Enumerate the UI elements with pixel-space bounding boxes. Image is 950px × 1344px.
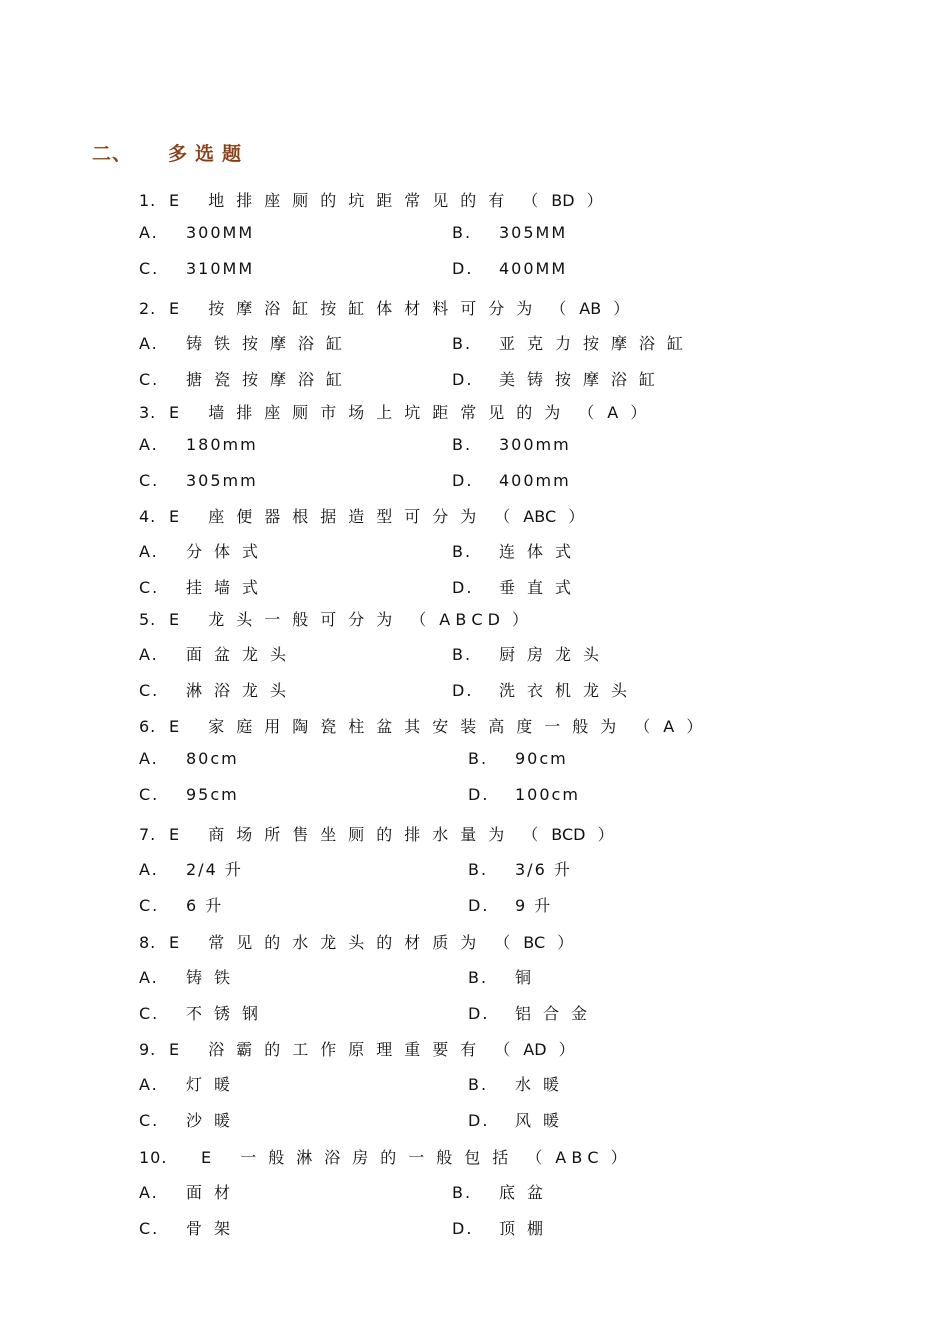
option-letter: B. bbox=[468, 860, 489, 879]
answer-paren: （ BD ） bbox=[522, 191, 604, 210]
option-b bbox=[452, 1180, 555, 1203]
option-letter: C. bbox=[139, 259, 160, 278]
option-d bbox=[468, 1001, 599, 1024]
option-c bbox=[139, 1216, 242, 1239]
option-a bbox=[139, 331, 354, 354]
option-text: 铝合金 bbox=[515, 1004, 600, 1023]
question-text: E 地排座厕的坑距常见的有 bbox=[169, 191, 517, 210]
answer-paren: （ AD ） bbox=[494, 1040, 576, 1059]
question-number: 8. bbox=[139, 933, 157, 952]
option-text: 亚克力按摩浴缸 bbox=[499, 334, 696, 353]
question-text: E 家庭用陶瓷柱盆其安装高度一般为 bbox=[169, 717, 629, 736]
option-a bbox=[139, 1180, 242, 1203]
option-letter: C. bbox=[139, 785, 160, 804]
answer-key: A B C D bbox=[439, 610, 500, 629]
question-number: 10. bbox=[139, 1148, 168, 1167]
option-b bbox=[452, 435, 571, 454]
option-d bbox=[452, 367, 667, 390]
option-d bbox=[452, 259, 567, 278]
question-7 bbox=[139, 822, 615, 845]
answer-paren: （ BC ） bbox=[494, 933, 575, 952]
option-text: 9 升 bbox=[515, 896, 553, 915]
question-3 bbox=[139, 400, 647, 423]
question-number: 6. bbox=[139, 717, 157, 736]
option-letter: C. bbox=[139, 578, 160, 597]
option-letter: C. bbox=[139, 896, 160, 915]
option-text: 垂直式 bbox=[499, 578, 584, 597]
option-letter: A. bbox=[139, 645, 159, 664]
option-text: 95cm bbox=[186, 785, 239, 804]
option-text: 300mm bbox=[499, 435, 571, 454]
option-letter: A. bbox=[139, 1183, 159, 1202]
answer-paren: （ A B C D ） bbox=[410, 610, 530, 629]
question-text: E 浴霸的工作原理重要有 bbox=[169, 1040, 489, 1059]
option-text: 2/4 升 bbox=[186, 860, 243, 879]
question-text: E 常见的水龙头的材质为 bbox=[169, 933, 489, 952]
option-a bbox=[139, 857, 243, 880]
option-text: 300MM bbox=[186, 223, 255, 242]
question-text: E 墙排座厕市场上坑距常见的为 bbox=[169, 403, 573, 422]
option-letter: A. bbox=[139, 860, 159, 879]
answer-key: ABC bbox=[523, 507, 557, 526]
option-text: 洗衣机龙头 bbox=[499, 681, 640, 700]
option-letter: B. bbox=[452, 334, 473, 353]
option-letter: D. bbox=[452, 259, 474, 278]
section-title: 多选题 bbox=[168, 143, 250, 165]
option-text: 铸铁 bbox=[186, 968, 243, 987]
option-text: 搪瓷按摩浴缸 bbox=[186, 370, 355, 389]
option-c bbox=[139, 575, 270, 598]
option-c bbox=[139, 1108, 242, 1131]
option-letter: C. bbox=[139, 471, 160, 490]
question-text: E 龙头一般可分为 bbox=[169, 610, 405, 629]
option-text: 90cm bbox=[515, 749, 568, 768]
question-number: 2. bbox=[139, 299, 157, 318]
question-text: E 一般淋浴房的一般包括 bbox=[201, 1148, 521, 1167]
answer-key: AB bbox=[579, 299, 602, 318]
question-number: 9. bbox=[139, 1040, 157, 1059]
option-a bbox=[139, 965, 242, 988]
option-letter: A. bbox=[139, 435, 159, 454]
option-text: 80cm bbox=[186, 749, 239, 768]
option-text: 400MM bbox=[499, 259, 568, 278]
option-text: 骨架 bbox=[186, 1219, 243, 1238]
question-text: E 按摩浴缸按缸体材料可分为 bbox=[169, 299, 545, 318]
answer-paren: （ A ） bbox=[634, 717, 704, 736]
option-text: 底盆 bbox=[499, 1183, 556, 1202]
option-letter: D. bbox=[452, 471, 474, 490]
option-text: 不锈钢 bbox=[186, 1004, 271, 1023]
answer-key: A bbox=[663, 717, 675, 736]
section-heading bbox=[92, 139, 249, 166]
option-text: 180mm bbox=[186, 435, 258, 454]
question-10 bbox=[139, 1145, 628, 1168]
option-letter: C. bbox=[139, 370, 160, 389]
option-text: 淋浴龙头 bbox=[186, 681, 299, 700]
section-number: 二、 bbox=[92, 143, 133, 165]
question-text: E 商场所售坐厕的排水量为 bbox=[169, 825, 517, 844]
option-letter: D. bbox=[452, 370, 474, 389]
option-b bbox=[468, 965, 543, 988]
option-text: 100cm bbox=[515, 785, 580, 804]
option-letter: B. bbox=[468, 968, 489, 987]
option-d bbox=[452, 1216, 555, 1239]
option-b bbox=[452, 642, 611, 665]
option-letter: D. bbox=[452, 681, 474, 700]
option-c bbox=[139, 367, 354, 390]
answer-key: BC bbox=[523, 933, 546, 952]
question-number: 1. bbox=[139, 191, 157, 210]
option-d bbox=[468, 785, 580, 804]
answer-paren: （ A ） bbox=[578, 403, 648, 422]
option-a bbox=[139, 1072, 242, 1095]
option-text: 厨房龙头 bbox=[499, 645, 612, 664]
option-b bbox=[452, 539, 583, 562]
option-b bbox=[468, 1072, 571, 1095]
option-text: 面材 bbox=[186, 1183, 243, 1202]
option-c bbox=[139, 893, 223, 916]
option-text: 风暖 bbox=[515, 1111, 572, 1130]
option-letter: D. bbox=[468, 1004, 490, 1023]
option-d bbox=[452, 575, 583, 598]
option-c bbox=[139, 678, 298, 701]
option-d bbox=[452, 471, 571, 490]
option-letter: C. bbox=[139, 1004, 160, 1023]
answer-key: BCD bbox=[551, 825, 586, 844]
answer-paren: （ BCD ） bbox=[522, 825, 615, 844]
option-b bbox=[468, 749, 568, 768]
option-text: 美铸按摩浴缸 bbox=[499, 370, 668, 389]
question-1 bbox=[139, 188, 604, 211]
question-4 bbox=[139, 504, 585, 527]
option-text: 挂墙式 bbox=[186, 578, 271, 597]
option-text: 310MM bbox=[186, 259, 255, 278]
option-letter: B. bbox=[468, 749, 489, 768]
option-b bbox=[452, 331, 695, 354]
question-number: 7. bbox=[139, 825, 157, 844]
option-d bbox=[468, 1108, 571, 1131]
option-letter: C. bbox=[139, 1219, 160, 1238]
answer-key: BD bbox=[551, 191, 575, 210]
option-text: 3/6 升 bbox=[515, 860, 572, 879]
option-letter: C. bbox=[139, 681, 160, 700]
question-6 bbox=[139, 714, 703, 737]
option-d bbox=[468, 893, 552, 916]
question-number: 3. bbox=[139, 403, 157, 422]
option-letter: A. bbox=[139, 542, 159, 561]
option-a bbox=[139, 642, 298, 665]
option-text: 灯暖 bbox=[186, 1075, 243, 1094]
option-letter: C. bbox=[139, 1111, 160, 1130]
answer-key: A bbox=[607, 403, 619, 422]
option-c bbox=[139, 785, 239, 804]
question-5 bbox=[139, 607, 529, 630]
option-letter: D. bbox=[468, 785, 490, 804]
option-text: 沙暖 bbox=[186, 1111, 243, 1130]
option-letter: D. bbox=[452, 578, 474, 597]
option-letter: A. bbox=[139, 968, 159, 987]
option-letter: D. bbox=[468, 1111, 490, 1130]
option-letter: A. bbox=[139, 334, 159, 353]
option-text: 面盆龙头 bbox=[186, 645, 299, 664]
option-a bbox=[139, 749, 239, 768]
answer-key: AD bbox=[523, 1040, 547, 1059]
option-text: 水暖 bbox=[515, 1075, 572, 1094]
option-c bbox=[139, 471, 258, 490]
option-letter: A. bbox=[139, 749, 159, 768]
question-text: E 座便器根据造型可分为 bbox=[169, 507, 489, 526]
option-letter: D. bbox=[452, 1219, 474, 1238]
answer-paren: （ A B C ） bbox=[526, 1148, 628, 1167]
question-2 bbox=[139, 296, 630, 319]
answer-key: A B C bbox=[555, 1148, 599, 1167]
option-text: 铸铁按摩浴缸 bbox=[186, 334, 355, 353]
option-c bbox=[139, 259, 254, 278]
option-letter: A. bbox=[139, 1075, 159, 1094]
option-c bbox=[139, 1001, 270, 1024]
option-b bbox=[452, 223, 567, 242]
question-number: 4. bbox=[139, 507, 157, 526]
option-letter: B. bbox=[452, 645, 473, 664]
option-letter: A. bbox=[139, 223, 159, 242]
answer-paren: （ AB ） bbox=[550, 299, 631, 318]
option-text: 连体式 bbox=[499, 542, 584, 561]
option-letter: B. bbox=[452, 223, 473, 242]
option-text: 400mm bbox=[499, 471, 571, 490]
option-letter: B. bbox=[468, 1075, 489, 1094]
option-text: 305mm bbox=[186, 471, 258, 490]
option-a bbox=[139, 223, 254, 242]
option-b bbox=[468, 857, 572, 880]
option-letter: D. bbox=[468, 896, 490, 915]
option-text: 分体式 bbox=[186, 542, 271, 561]
option-text: 305MM bbox=[499, 223, 568, 242]
option-text: 铜 bbox=[515, 968, 544, 987]
option-text: 顶棚 bbox=[499, 1219, 556, 1238]
option-text: 6 升 bbox=[186, 896, 224, 915]
option-letter: B. bbox=[452, 1183, 473, 1202]
option-a bbox=[139, 539, 270, 562]
option-letter: B. bbox=[452, 542, 473, 561]
option-a bbox=[139, 435, 258, 454]
question-9 bbox=[139, 1037, 576, 1060]
question-number: 5. bbox=[139, 610, 157, 629]
question-8 bbox=[139, 930, 574, 953]
answer-paren: （ ABC ） bbox=[494, 507, 586, 526]
option-d bbox=[452, 678, 639, 701]
option-letter: B. bbox=[452, 435, 473, 454]
